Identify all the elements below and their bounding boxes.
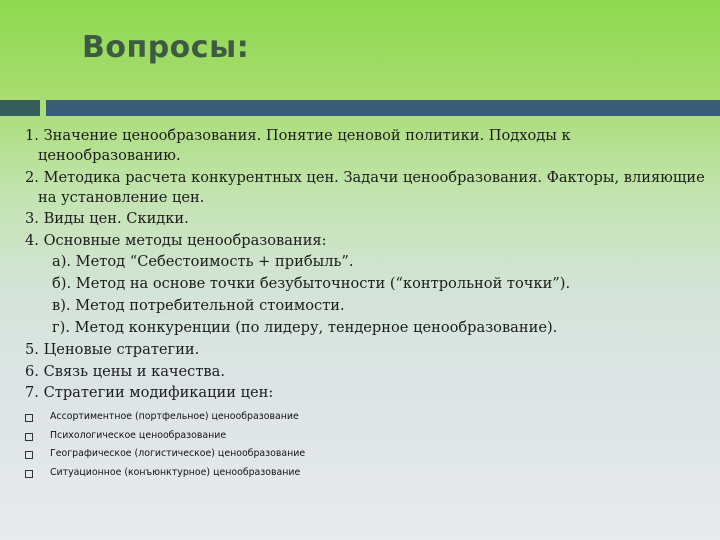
item-text: Основные методы ценообразования: <box>43 231 327 249</box>
item-text: Значение ценообразования. Понятие ценовой политики. Подходы к ценообразованию. <box>38 127 571 164</box>
list-item <box>25 408 715 427</box>
slide-title: Вопросы: <box>82 30 250 65</box>
list-item <box>25 445 715 464</box>
square-bullet-icon <box>25 470 33 478</box>
square-bullet-icon <box>25 451 33 459</box>
method-subitem-c: в). Метод потребительной стоимости. <box>52 297 345 314</box>
square-bullet-icon <box>25 414 33 422</box>
method-subitem-a: а). Метод “Себестоимость + прибыль”. <box>52 253 354 270</box>
method-subitem-b: б). Метод на основе точки безубыточности (“контрольной точки”). <box>52 275 571 292</box>
bullet-text: Ситуационное (конъюнктурное) ценообразование <box>50 466 301 478</box>
item-text: Связь цены и качества. <box>43 362 225 380</box>
item-text: Стратегии модификации цен: <box>43 384 274 401</box>
question-list <box>25 126 715 482</box>
question-item-7 <box>25 383 715 403</box>
item-number: 4. <box>25 231 39 249</box>
item-number: 1. <box>25 127 39 144</box>
question-item-6 <box>25 362 715 382</box>
question-item-2 <box>25 168 715 208</box>
strategy-bullet-list <box>25 408 715 482</box>
item-number: 7. <box>25 384 39 401</box>
question-item-3 <box>25 209 715 229</box>
item-text: Виды цен. Скидки. <box>43 210 189 227</box>
bullet-text: Географическое (логистическое) ценообразование <box>50 448 306 459</box>
item-number: 2. <box>25 168 39 186</box>
item-text: Ценовые стратегии. <box>43 341 200 358</box>
accent-bar <box>46 100 720 116</box>
question-item-5 <box>25 340 715 360</box>
bullet-text: Ассортиментное (портфельное) ценообразование <box>50 411 299 422</box>
item-text: Методика расчета конкурентных цен. Задачи ценообразования. Факторы, влияющие на установление цен. <box>38 168 705 206</box>
list-item <box>25 427 715 446</box>
question-item-4 <box>25 231 715 251</box>
question-item-1 <box>25 126 715 166</box>
bullet-text: Психологическое ценообразование <box>50 429 227 441</box>
list-item <box>25 464 715 483</box>
accent-bar-left <box>0 100 40 116</box>
item-number: 5. <box>25 341 39 358</box>
item-number: 6. <box>25 362 39 380</box>
square-bullet-icon <box>25 433 33 441</box>
method-subitem-d: г). Метод конкуренции (по лидеру, тендерное ценообразование). <box>52 319 558 336</box>
item-number: 3. <box>25 210 39 227</box>
